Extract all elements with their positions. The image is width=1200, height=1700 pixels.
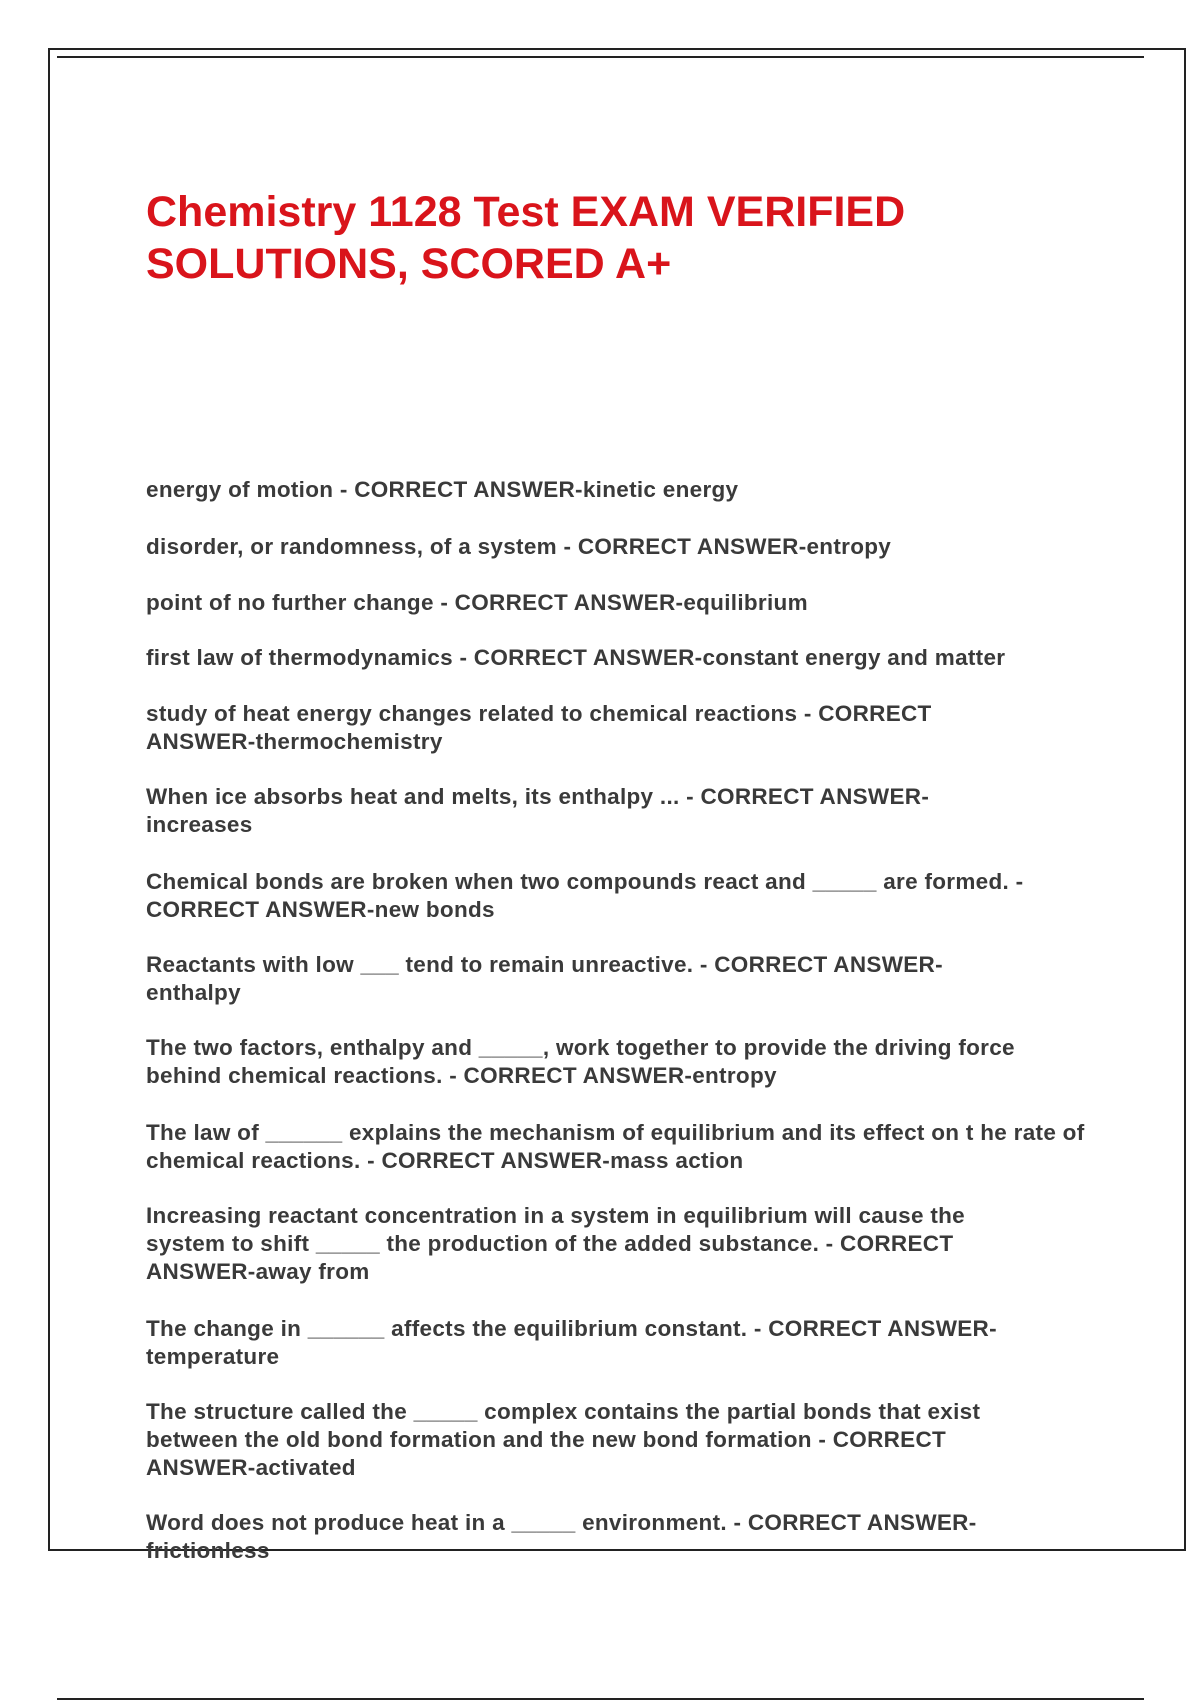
qa-item: Increasing reactant concentration in a system in equilibrium will cause the system to shift _____ the production of the added substance. - CORRECT ANSWER-away from — [146, 1203, 965, 1284]
qa-item: The two factors, enthalpy and _____, work together to provide the driving force behind chemical reactions. - CORRECT ANSWER-entropy — [146, 1035, 1015, 1088]
qa-item: Reactants with low ___ tend to remain unreactive. - CORRECT ANSWER-enthalpy — [146, 952, 943, 1005]
qa-item: The structure called the _____ complex contains the partial bonds that exist between the old bond formation and the new bond formation - CORRECT ANSWER-activated — [146, 1399, 981, 1480]
qa-item: When ice absorbs heat and melts, its enthalpy ... - CORRECT ANSWER-increases — [146, 784, 930, 837]
qa-item: first law of thermodynamics - CORRECT ANSWER-constant energy and matter — [146, 645, 1006, 670]
document-title: Chemistry 1128 Test EXAM VERIFIED SOLUTIONS, SCORED A+ — [146, 188, 906, 288]
qa-item: The law of ______ explains the mechanism of equilibrium and its effect on t he rate of chemical reactions. - CORRECT ANSWER-mass action — [146, 1120, 1085, 1173]
qa-item: Chemical bonds are broken when two compounds react and _____ are formed. - CORRECT ANSWER-new bonds — [146, 869, 1024, 922]
qa-item: Word does not produce heat in a _____ environment. - CORRECT ANSWER-frictionless — [146, 1510, 977, 1563]
qa-item: energy of motion - CORRECT ANSWER-kinetic energy — [146, 477, 739, 502]
qa-item: The change in ______ affects the equilibrium constant. - CORRECT ANSWER-temperature — [146, 1316, 997, 1369]
qa-item: study of heat energy changes related to chemical reactions - CORRECT ANSWER-thermochemistry — [146, 701, 932, 754]
qa-item: disorder, or randomness, of a system - CORRECT ANSWER-entropy — [146, 534, 892, 559]
qa-item: point of no further change - CORRECT ANSWER-equilibrium — [146, 590, 808, 615]
